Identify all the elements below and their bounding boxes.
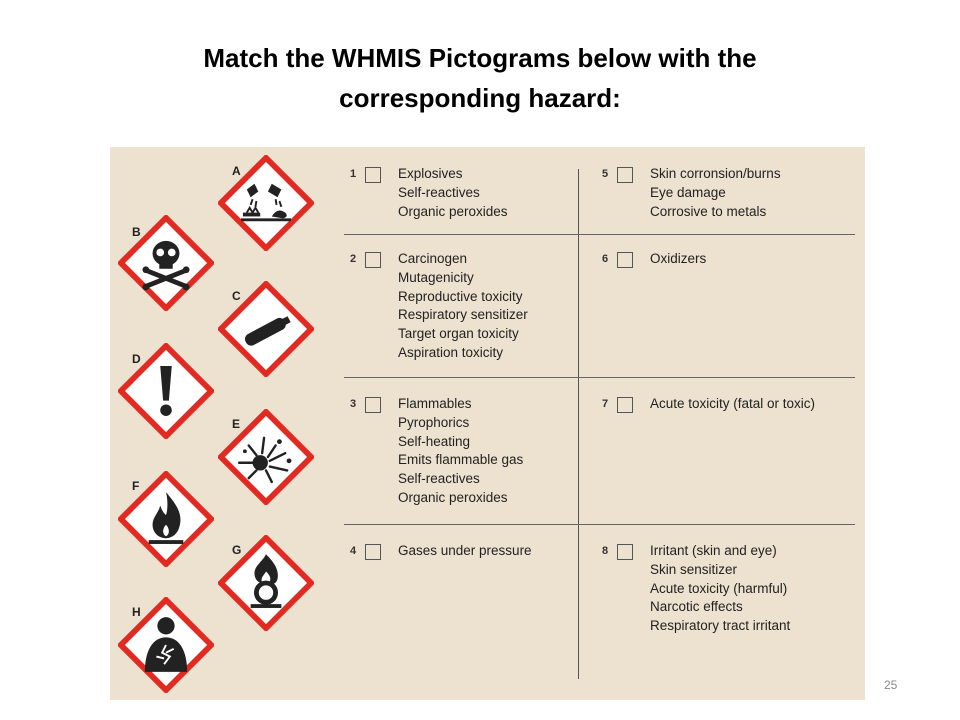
hazard-item: Explosives	[398, 166, 463, 181]
pictogram-c	[218, 281, 314, 377]
hazard-item: Oxidizers	[650, 251, 707, 266]
hazard-item: Pyrophorics	[398, 414, 470, 430]
hazard-number: 3	[350, 398, 357, 410]
answer-checkbox-6[interactable]	[617, 252, 633, 268]
pictogram-letter-g: G	[232, 543, 242, 557]
hazard-item: Self-reactives	[398, 471, 480, 487]
hazard-list	[650, 165, 781, 221]
gas-cylinder-icon	[218, 281, 314, 377]
answer-checkbox-7[interactable]	[617, 397, 633, 413]
hazard-number: 8	[602, 545, 609, 557]
hazard-item: Aspiration toxicity	[398, 344, 504, 360]
hazard-item: Eye damage	[650, 184, 726, 200]
hazard-item: Respiratory sensitizer	[398, 307, 528, 323]
pictogram-f	[118, 471, 214, 567]
hazard-item: Corrosive to metals	[650, 203, 767, 219]
pictogram-letter-e: E	[232, 417, 241, 431]
pictogram-a	[218, 155, 314, 251]
pictogram-letter-d: D	[132, 352, 141, 366]
hazard-item: Skin sensitizer	[650, 561, 738, 577]
page-number: 25	[884, 678, 898, 692]
hazard-item: Reproductive toxicity	[398, 288, 523, 304]
slide-title	[60, 38, 900, 118]
hazard-item: Emits flammable gas	[398, 452, 524, 468]
row-divider-2	[344, 377, 855, 378]
pictogram-letter-f: F	[132, 479, 140, 493]
title-line-2: corresponding hazard:	[339, 83, 621, 113]
exclamation-mark-icon	[118, 343, 214, 439]
row-divider-3	[344, 524, 855, 525]
worksheet-panel	[110, 147, 865, 700]
hazard-item: Flammables	[398, 396, 472, 411]
health-hazard-icon	[118, 597, 214, 693]
hazard-item: Narcotic effects	[650, 599, 743, 615]
pictogram-b	[118, 215, 214, 311]
hazard-item: Organic peroxides	[398, 489, 508, 505]
hazard-list	[398, 165, 508, 221]
hazard-item: Mutagenicity	[398, 269, 474, 285]
hazard-item: Skin corronsion/burns	[650, 166, 781, 181]
answer-checkbox-3[interactable]	[365, 397, 381, 413]
pictogram-g	[218, 535, 314, 631]
corrosion-icon	[218, 155, 314, 251]
hazard-list	[650, 542, 790, 636]
pictogram-letter-a: A	[232, 164, 241, 178]
flame-over-circle-icon	[218, 535, 314, 631]
hazard-item: Target organ toxicity	[398, 326, 519, 342]
hazard-number: 6	[602, 253, 609, 265]
flame-icon	[118, 471, 214, 567]
hazard-item: Respiratory tract irritant	[650, 618, 791, 634]
hazard-item: Self-reactives	[398, 184, 480, 200]
hazard-item: Self-heating	[398, 433, 471, 449]
pictogram-h	[118, 597, 214, 693]
answer-checkbox-1[interactable]	[365, 167, 381, 183]
hazard-item: Gases under pressure	[398, 543, 532, 558]
hazard-number: 1	[350, 168, 357, 180]
hazard-number: 2	[350, 253, 357, 265]
hazard-item: Acute toxicity (fatal or toxic)	[650, 396, 816, 411]
hazard-list	[650, 395, 815, 414]
skull-crossbones-icon	[118, 215, 214, 311]
hazard-list	[398, 395, 523, 508]
hazard-list	[398, 250, 528, 363]
hazard-number: 4	[350, 545, 357, 557]
hazard-number: 7	[602, 398, 609, 410]
column-divider	[578, 169, 579, 679]
pictogram-d	[118, 343, 214, 439]
exploding-bomb-icon	[218, 409, 314, 505]
row-divider-1	[344, 234, 855, 235]
hazard-item: Irritant (skin and eye)	[650, 543, 777, 558]
hazard-item: Organic peroxides	[398, 203, 508, 219]
answer-checkbox-5[interactable]	[617, 167, 633, 183]
title-line-1: Match the WHMIS Pictograms below with the	[203, 43, 757, 73]
answer-checkbox-4[interactable]	[365, 544, 381, 560]
pictogram-letter-c: C	[232, 289, 241, 303]
hazard-number: 5	[602, 168, 609, 180]
pictogram-e	[218, 409, 314, 505]
pictogram-letter-h: H	[132, 605, 141, 619]
hazard-list	[650, 250, 706, 269]
pictogram-letter-b: B	[132, 225, 141, 239]
answer-checkbox-8[interactable]	[617, 544, 633, 560]
hazard-item: Acute toxicity (harmful)	[650, 580, 788, 596]
answer-checkbox-2[interactable]	[365, 252, 381, 268]
hazard-list	[398, 542, 532, 561]
hazard-item: Carcinogen	[398, 251, 468, 266]
